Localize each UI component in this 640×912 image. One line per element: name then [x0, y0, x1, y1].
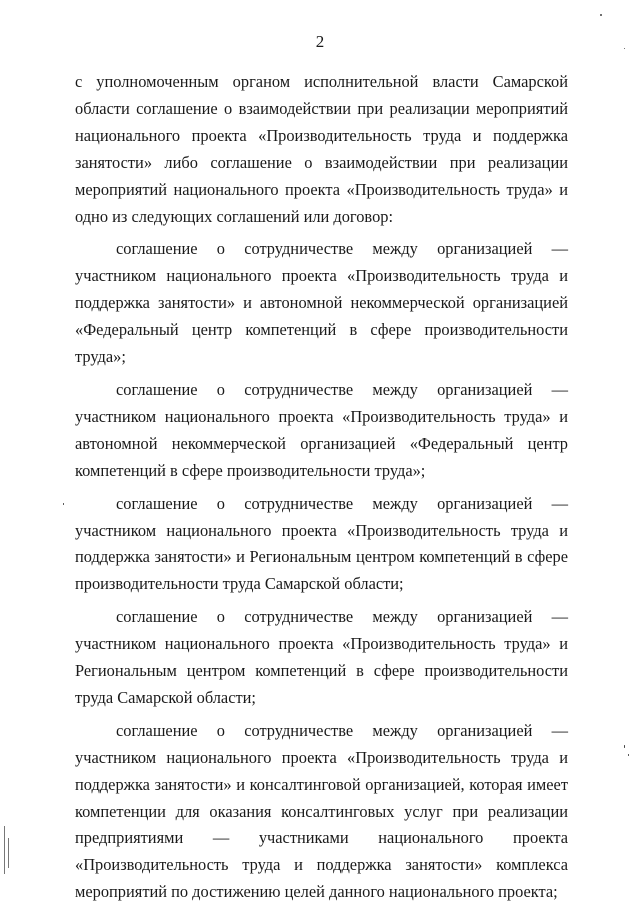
scan-speck [624, 48, 625, 49]
paragraph-intro: с уполномоченным органом исполнительной власти Самарской области соглашение о взаимодействии при реализации мероприятий национального проекта «Производительность труда и поддержка занятости» либо соглашение о взаимодействии при реализации мероприятий национального проекта «Производительность труда» и одно из следующих соглашений или договор: [75, 72, 568, 226]
paragraph-agreement-3: соглашение о сотрудничестве между организацией — участником национального проекта «Производительность труда и поддержка занятости» и Региональным центром компетенций в сфере производительности труда Самарской области; [75, 493, 568, 594]
paragraph-agreement-5: соглашение о сотрудничестве между организацией — участником национального проекта «Производительность труда и поддержка занятости» и консалтинговой организацией, которая имеет компетенции для оказания консалтинговых услуг при реализации предприятиями — участниками национального проекта «Производительность труда и поддержка занятости» комплекса мероприятий по достижению целей данного национального проекта; [75, 720, 568, 902]
document-body [75, 69, 568, 912]
scan-speck [600, 14, 602, 16]
page-number: 2 [315, 32, 325, 51]
scan-speck [624, 745, 625, 748]
scan-margin-mark [8, 838, 9, 868]
scan-margin-mark [4, 826, 5, 874]
paragraph-agreement-4: соглашение о сотрудничестве между организацией — участником национального проекта «Производительность труда» и Региональным центром компетенций в сфере производительности труда Самарской области; [75, 607, 568, 707]
paragraph-agreement-1: соглашение о сотрудничестве между организацией — участником национального проекта «Производительность труда и поддержка занятости» и автономной некоммерческой организацией «Федеральный центр компетенций в сфере производительности труда»; [75, 239, 568, 367]
scan-speck [63, 503, 64, 505]
scan-speck [628, 754, 629, 756]
paragraph-agreement-2: соглашение о сотрудничестве между организацией — участником национального проекта «Производительность труда» и автономной некоммерческой организацией «Федеральный центр компетенций в сфере производительности труда»; [75, 379, 568, 480]
